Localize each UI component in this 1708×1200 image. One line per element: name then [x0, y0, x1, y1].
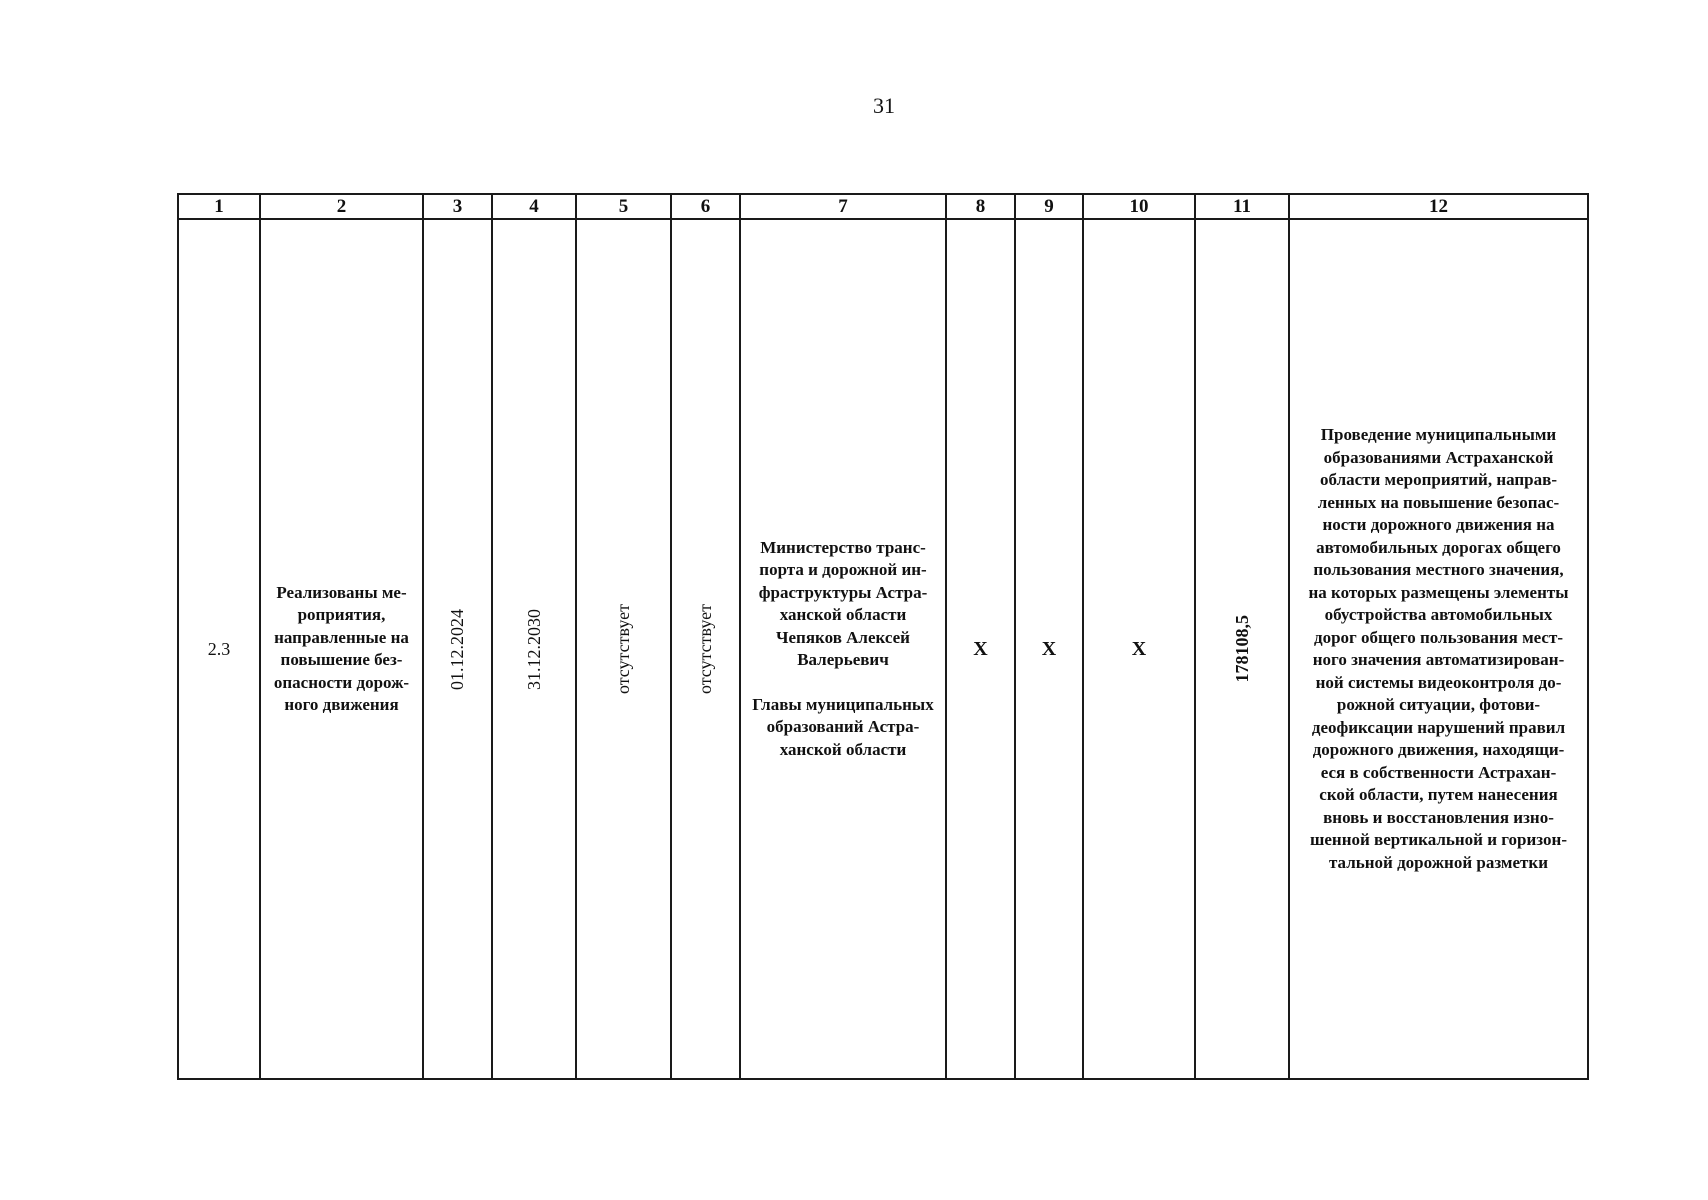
responsible-gap — [741, 672, 945, 694]
cell-item-number — [178, 219, 260, 1079]
column-header-8: 8 — [946, 194, 1015, 219]
column-header-3: 3 — [423, 194, 492, 219]
cell-funding — [1195, 219, 1289, 1079]
cell-start-date — [423, 219, 492, 1079]
measure-name: Реализованы ме- роприятия, направленные на повышение без- опасности дорож- ного движения — [273, 582, 410, 714]
column-header-2: 2 — [260, 194, 423, 219]
column-9-value: X — [1041, 637, 1057, 660]
cell-measure-name — [260, 219, 423, 1079]
cell-column-10 — [1083, 219, 1195, 1079]
column-10-value: X — [1131, 637, 1147, 660]
funding-amount: 178108,5 — [1231, 615, 1252, 683]
column-header-5: 5 — [576, 194, 671, 219]
item-number: 2.3 — [207, 638, 231, 659]
column-6-value: отсутствует — [695, 603, 715, 695]
measure-description: Проведение муниципальными образованиями Астраханской области мероприятий, направ- ленных на повышение безопас- ности дорожного движения на автомобильных дорогах общего пользования местного значения, на которых размещены элементы обустройства автомобильных дорог общего пользования мест- ного значения автоматизирован- ной системы видеоконтроля до- рожной ситуации, фотови- деофиксации нарушений правил дорожного движения, находящи- еся в собственности Астрахан- ской области, путем нанесения вновь и восстановления изно- шенной вертикальной и горизон- тальной дорожной разметки — [1308, 425, 1569, 872]
cell-responsible — [740, 219, 946, 1079]
header-row — [178, 194, 1588, 219]
column-header-1: 1 — [178, 194, 260, 219]
column-header-11: 11 — [1195, 194, 1289, 219]
column-header-6: 6 — [671, 194, 740, 219]
cell-description — [1289, 219, 1588, 1079]
column-header-12: 12 — [1289, 194, 1588, 219]
column-header-9: 9 — [1015, 194, 1083, 219]
column-header-7: 7 — [740, 194, 946, 219]
end-date: 31.12.2030 — [523, 608, 544, 690]
responsible-municipal-heads: Главы муниципальных образований Астра- ханской области — [752, 694, 934, 759]
column-5-value: отсутствует — [613, 603, 633, 695]
column-header-10: 10 — [1083, 194, 1195, 219]
cell-column-5 — [576, 219, 671, 1079]
cell-column-6 — [671, 219, 740, 1079]
start-date: 01.12.2024 — [447, 608, 467, 690]
page-number: 31 — [873, 93, 895, 118]
cell-end-date — [492, 219, 576, 1079]
responsible-ministry: Министерство транс- порта и дорожной ин- фраструктуры Астра- ханской области Чепяков Алексей Валерьевич — [758, 537, 928, 670]
cell-column-9 — [1015, 219, 1083, 1079]
cell-column-8 — [946, 219, 1015, 1079]
table-row — [178, 219, 1588, 1079]
column-header-4: 4 — [492, 194, 576, 219]
measures-table — [177, 193, 1589, 1080]
column-8-value: X — [973, 637, 988, 660]
